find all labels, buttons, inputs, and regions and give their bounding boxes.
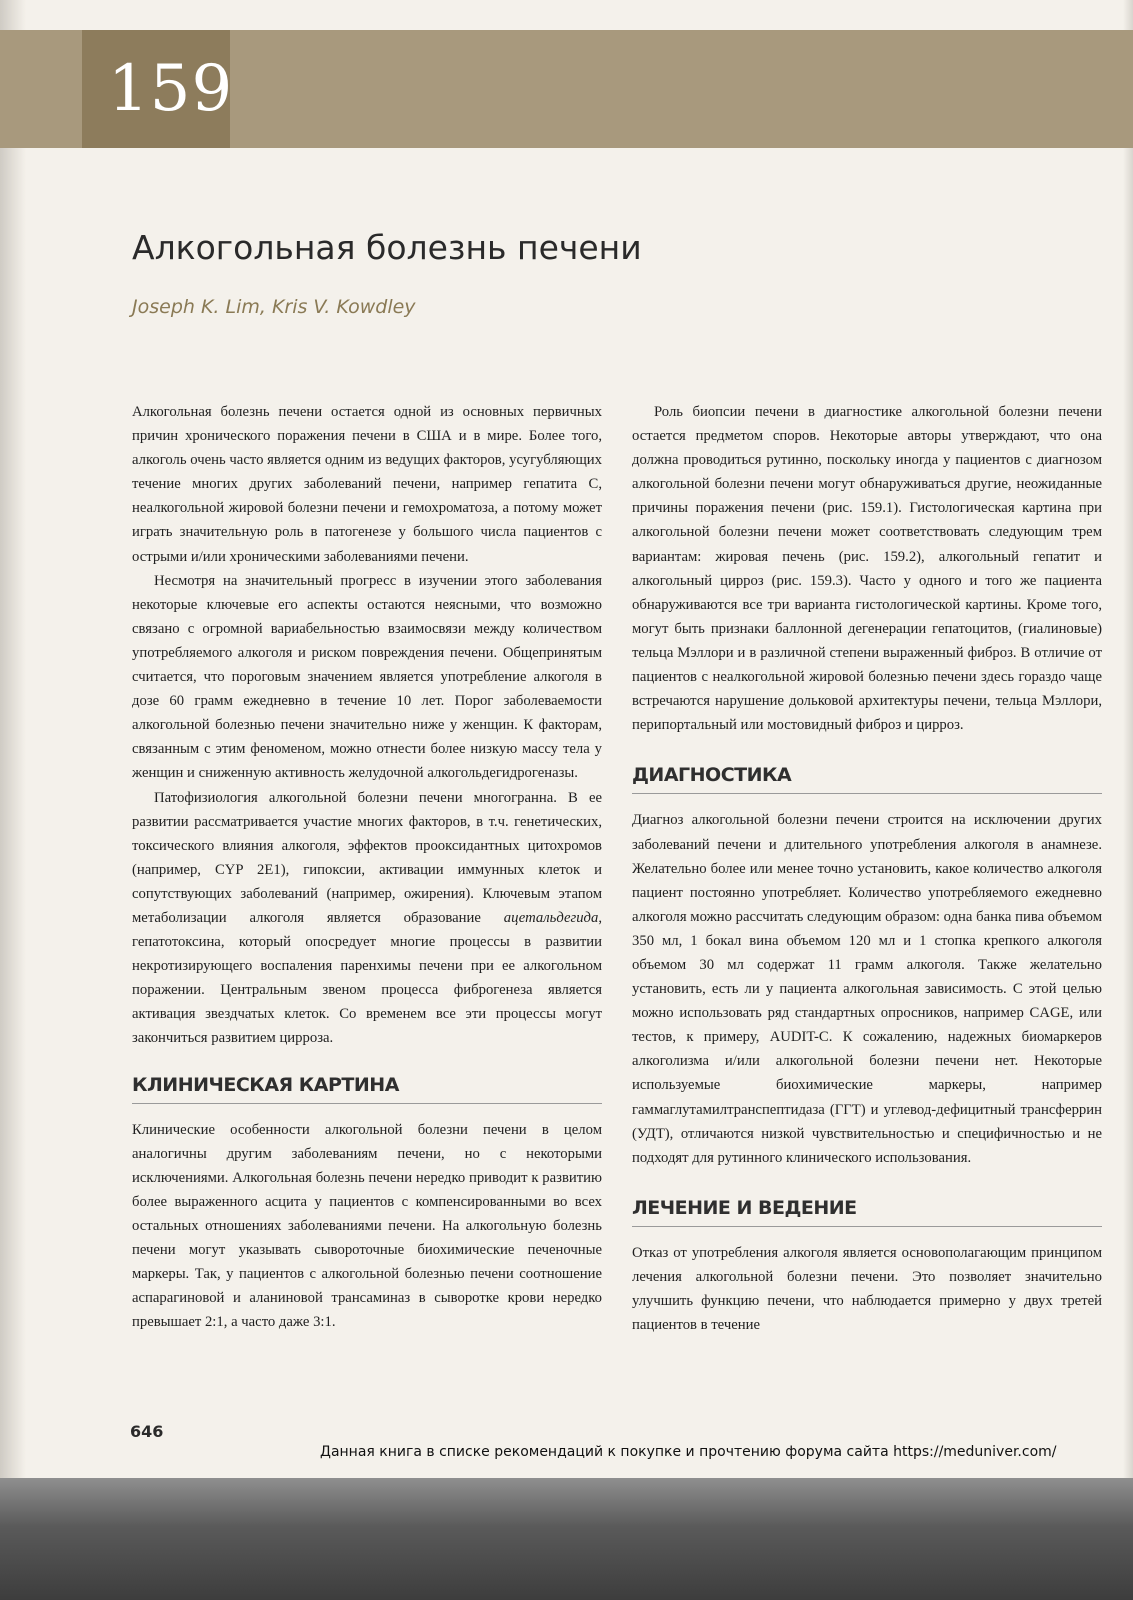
paragraph: Роль биопсии печени в диагностике алкогольной болезни печени остается предметом споров. Некоторые авторы утверждают, что она должна проводиться рутинно, поскольку иногда у пациентов с диагнозом алкогольной болезни печени могут обнаруживаться другие, неожиданные причины поражения печени (рис. 159.1). Гистологическая картина при алкогольной болезни печени может соответствовать следующим трем вариантам: жировая печень (рис. 159.2), алкогольный гепатит и алкогольный цирроз (рис. 159.3). Часто у одного и того же пациента обнаруживаются все три варианта гистологической картины. Кроме того, могут быть признаки баллонной дегенерации гепатоцитов, (гиалиновые) тельца Мэллори и в различной степени выраженный фиброз. В отличие от пациентов с неалкогольной жировой болезнью печени здесь гораздо чаще встречаются нарушение дольковой архитектуры печени, тельца Мэллори, перипортальный или мостовидный фиброз и цирроз. bbox=[632, 404, 1102, 734]
paragraph-text: , гепатотоксина, который опосредует многие процессы в развитии некротизирующего воспаления паренхимы печени при ее алкогольном поражении. Центральным звеном процесса фиброгенеза является активация звездчатых клеток. Со временем все эти процессы могут закончиться развитием цирроза. bbox=[132, 909, 602, 1047]
section-heading-clinical: КЛИНИЧЕСКАЯ КАРТИНА bbox=[132, 1073, 602, 1104]
paragraph: Отказ от употребления алкоголя является основополагающим принципом лечения алкогольной болезни печени. Это позволяет значительно улучшить функцию печени, что наблюдается примерно у двух третей пациентов в течение bbox=[632, 1244, 1102, 1334]
italic-term: ацетальдегида bbox=[503, 909, 599, 926]
paragraph: Клинические особенности алкогольной болезни печени в целом аналогичны другим заболеваниям печени, но с некоторыми исключениями. Алкогольная болезнь печени нередко приводит к развитию более выраженного асцита у пациентов с компенсированными во всех остальных отношениях заболеваниями печени. На алкогольную болезнь печени могут указывать сывороточные биохимические печеночные маркеры. Так, у пациентов с алкогольной болезнью печени соотношение аспарагиновой и аланиновой трансаминаз в сыворотке крови нередко превышает 2:1, а часто даже 3:1. bbox=[132, 1121, 602, 1331]
footer-note: Данная книга в списке рекомендаций к покупке и прочтению форума сайта https://meduniver.com/ bbox=[320, 1444, 1057, 1460]
section-heading-diagnostics: ДИАГНОСТИКА bbox=[632, 763, 1102, 794]
paragraph-text: Патофизиология алкогольной болезни печени многогранна. В ее развитии рассматривается участие многих факторов, в т.ч. генетических, токсического влияния алкоголя, эффектов прооксидантных цитохромов (например, CYP 2E1), гипоксии, активации иммунных клеток и сопутствующих заболеваний (например, ожирения). Ключевым этапом метаболизации алкоголя является образование bbox=[132, 789, 602, 926]
paragraph: Диагноз алкогольной болезни печени строится на исключении других заболеваний печени и длительного употребления алкоголя в анамнезе. Желательно более или менее точно установить, какое количество алкоголя пациент постоянно употребляет. Количество употребляемого ежедневно алкоголя можно рассчитать следующим образом: одна банка пива объемом 350 мл, 1 бокал вина объемом 120 мл и 1 стопка крепкого алкоголя объемом 30 мл содержат 11 грамм алкоголя. Также желательно установить, есть ли у пациента алкогольная зависимость. С этой целью можно использовать ряд стандартных опросников, например CAGE, или тестов, к примеру, AUDIT-C. К сожалению, надежных биомаркеров алкоголизма и/или алкогольной болезни печени нет. Некоторые используемые биохимические маркеры, например гаммаглутамилтранспептидаза (ГГТ) и углевод-дефицитный трансферрин (УДТ), отличаются низкой чувствительностью и специфичностью и не подходят для рутинного клинического использования. bbox=[632, 812, 1102, 1166]
paragraph: Несмотря на значительный прогресс в изучении этого заболевания некоторые ключевые его аспекты остаются неясными, что возможно связано с огромной вариабельностью взаимосвязи между количеством употребляемого алкоголя и риском повреждения печени. Общепринятым считается, что пороговым значением является употребление алкоголя в дозе 60 грамм ежедневно в течение 10 лет. Порог заболеваемости алкогольной болезнью печени значительно ниже у женщин. К факторам, связанным с этим феноменом, можно отнести более низкую массу тела у женщин и сниженную активность желудочной алкогольдегидрогеназы. bbox=[132, 572, 602, 782]
chapter-authors: Joseph K. Lim, Kris V. Kowdley bbox=[132, 296, 416, 318]
chapter-title: Алкогольная болезнь печени bbox=[132, 228, 642, 267]
page-edge-shadow bbox=[1123, 0, 1133, 1600]
paragraph bbox=[132, 786, 602, 1051]
paragraph: Алкогольная болезнь печени остается одной из основных первичных причин хронического поражения печени в США и в мире. Более того, алкоголь очень часто является одним из ведущих факторов, усугубляющих течение многих других заболеваний печени, например гепатита С, неалкогольной жировой болезни печени и гемохроматоза, а потому может играть значительную роль в патогенезе у большого числа пациентов с острыми и/или хроническими заболеваниями печени. bbox=[132, 404, 602, 565]
scan-bottom-shadow bbox=[0, 1478, 1133, 1600]
page-gutter-shadow bbox=[0, 0, 26, 1600]
section-heading-treatment: ЛЕЧЕНИЕ И ВЕДЕНИЕ bbox=[632, 1196, 1102, 1227]
page-number: 646 bbox=[130, 1422, 164, 1441]
right-column bbox=[632, 400, 1102, 1337]
chapter-number: 159 bbox=[108, 52, 234, 126]
left-column bbox=[132, 400, 602, 1334]
